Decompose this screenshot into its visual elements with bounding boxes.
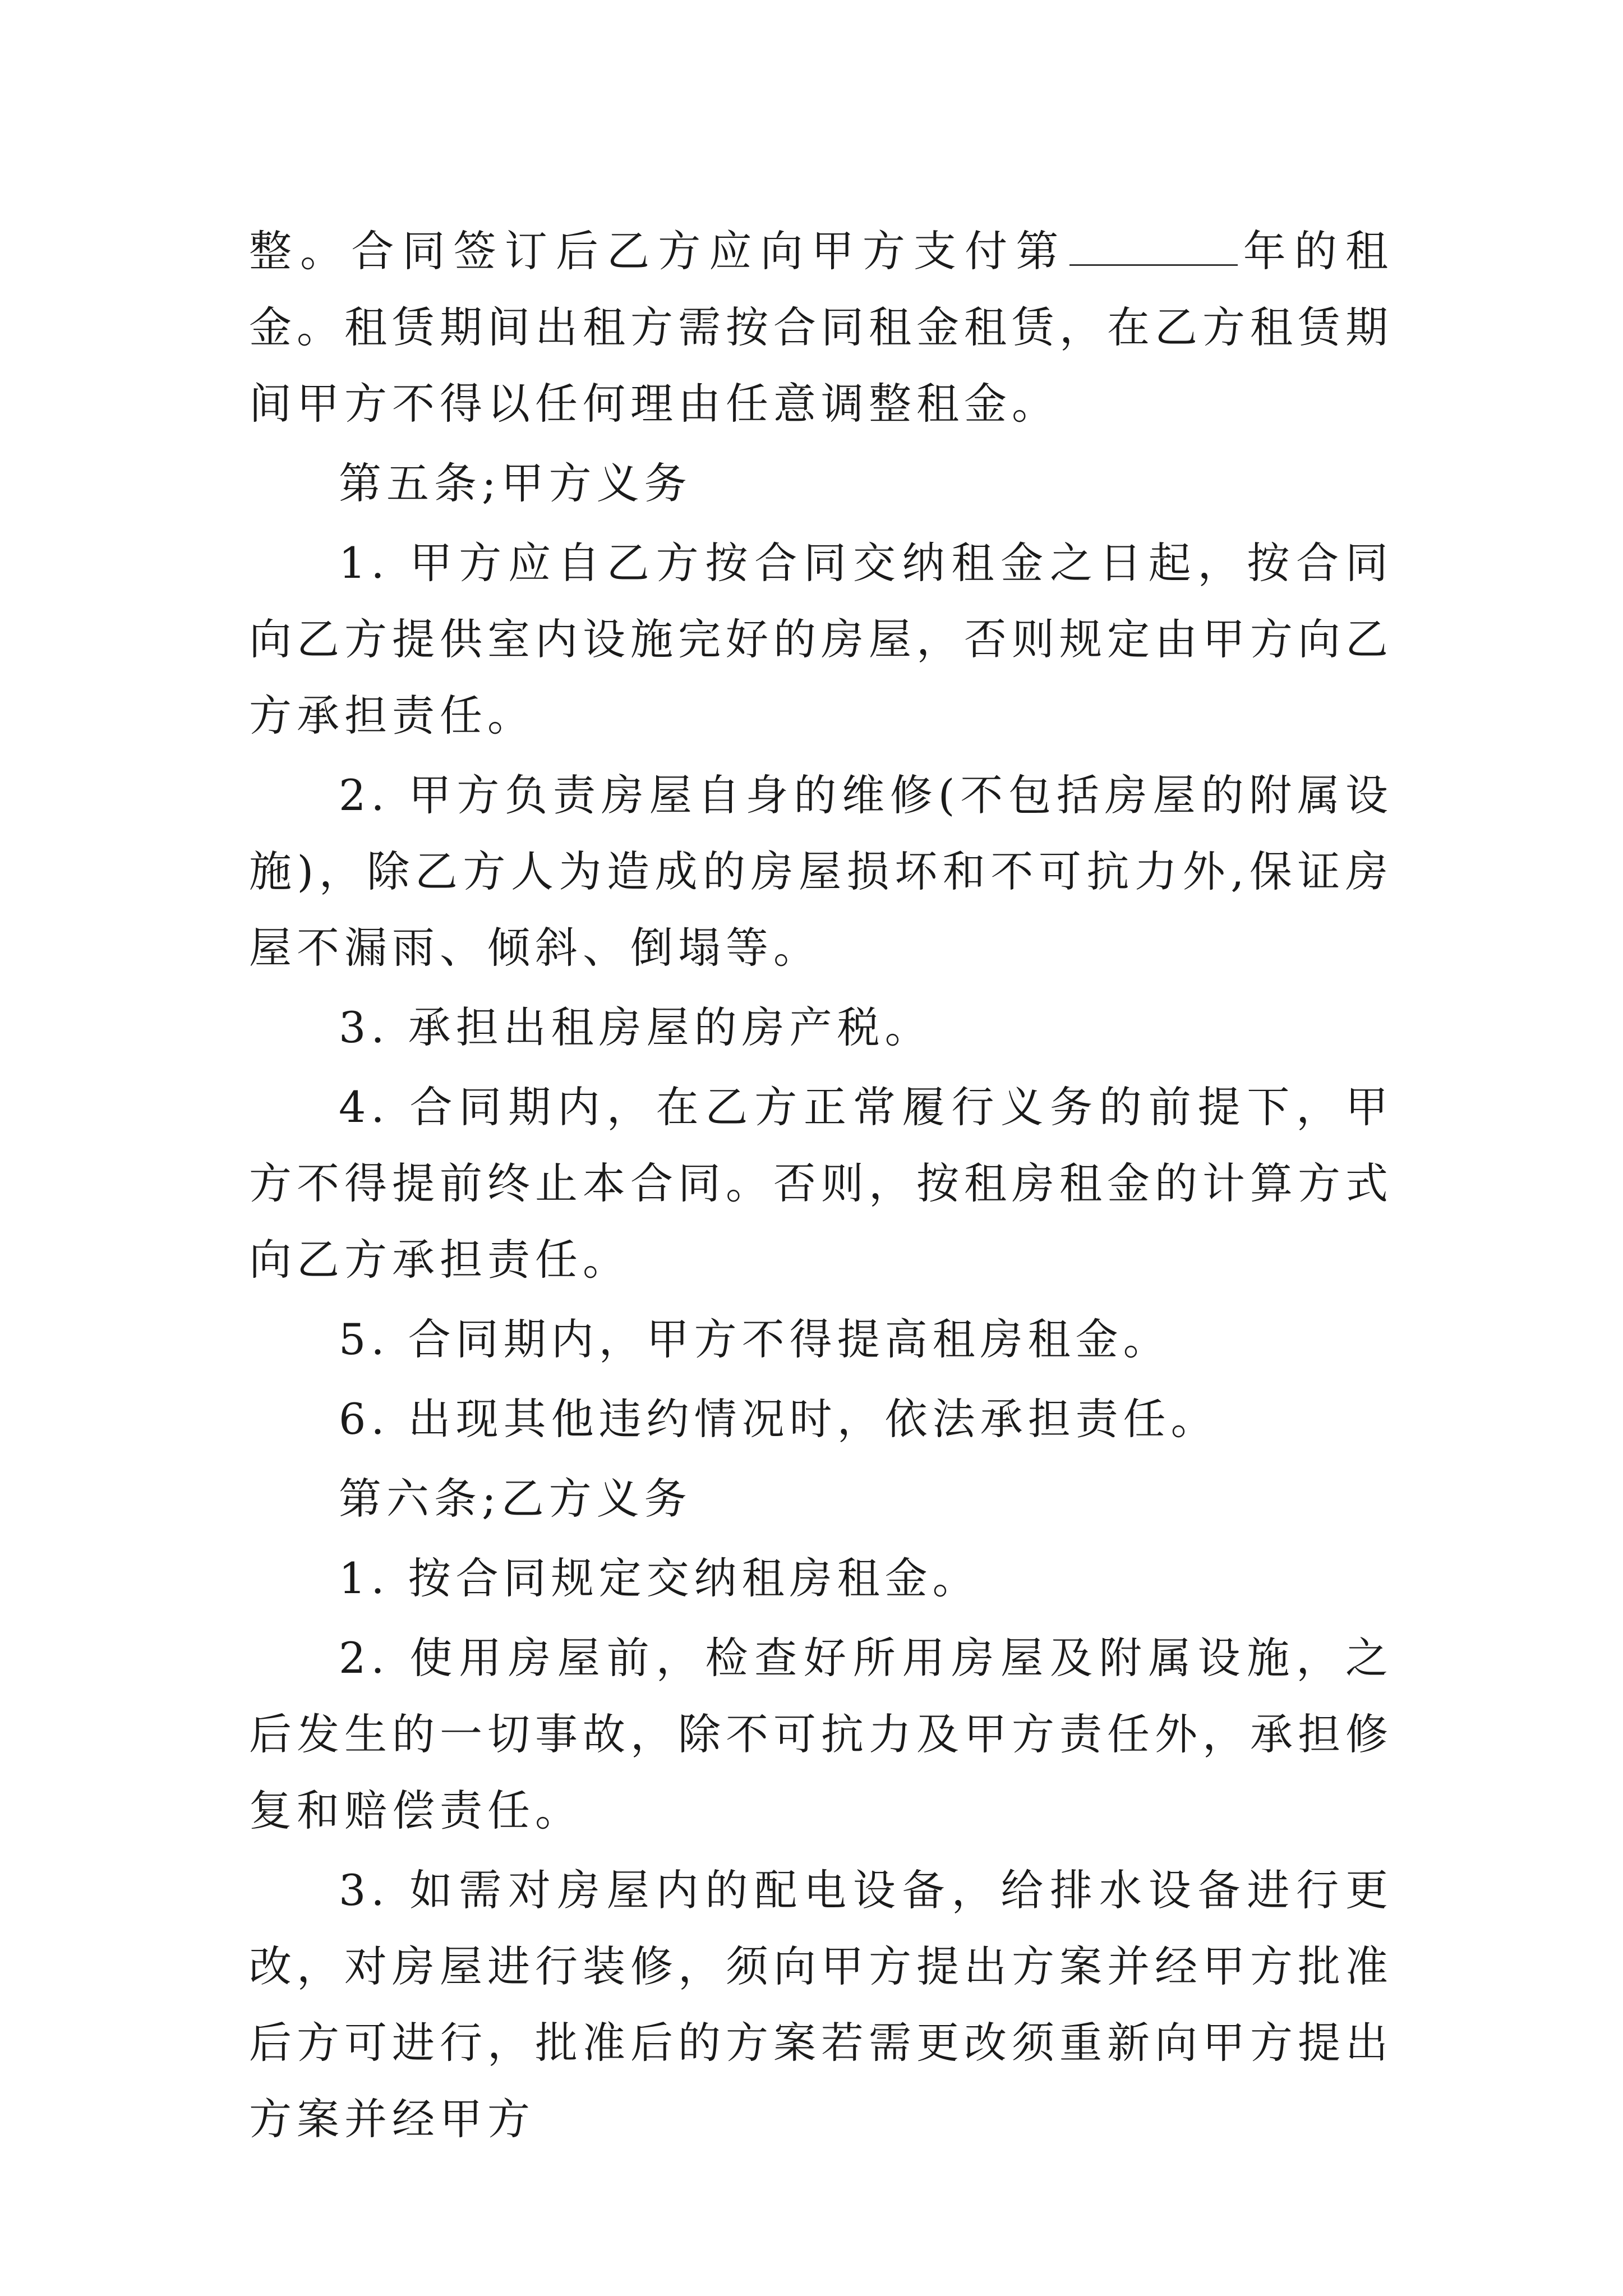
article-5-item-5: 5. 合同期内，甲方不得提高租房租金。	[339, 1314, 1171, 1364]
paragraph-rent-payment	[249, 213, 1393, 442]
article-5-item-2: 2. 甲方负责房屋自身的维修(不包括房屋的附属设施)，除乙方人为造成的房屋损坏和不可抗力外,保证房屋不漏雨、倾斜、倒塌等。	[249, 770, 1393, 973]
article-5-item-4: 4. 合同期内，在乙方正常履行义务的前提下，甲方不得提前终止本合同。否则，按租房租金的计算方式向乙方承担责任。	[249, 1082, 1393, 1285]
paragraph-text-after-blank: 年的租金。租赁期间出租方需按合同租金租赁，在乙方租赁期间甲方不得以任何理由任意调整租金。	[249, 226, 1394, 429]
contract-body	[249, 213, 1393, 2157]
article-5-item-1: 1. 甲方应自乙方按合同交纳租金之日起，按合同向乙方提供室内设施完好的房屋，否则规定由甲方向乙方承担责任。	[249, 538, 1393, 740]
fill-in-blank-year[interactable]	[1069, 231, 1238, 266]
paragraph-text-before-blank: 整。合同签订后乙方应向甲方支付第	[249, 226, 1067, 276]
article-5-item-6: 6. 出现其他违约情况时，依法承担责任。	[339, 1394, 1219, 1444]
article-6-heading: 第六条;乙方义务	[339, 1474, 692, 1524]
article-6-item-2: 2. 使用房屋前，检查好所用房屋及附属设施，之后发生的一切事故，除不可抗力及甲方责任外，承担修复和赔偿责任。	[249, 1633, 1393, 1835]
article-6-item-1: 1. 按合同规定交纳租房租金。	[339, 1553, 980, 1603]
article-6-item-3: 3. 如需对房屋内的配电设备，给排水设备进行更改，对房屋进行装修，须向甲方提出方案并经甲方批准后方可进行，批准后的方案若需更改须重新向甲方提出方案并经甲方	[249, 1865, 1393, 2144]
article-5-heading: 第五条;甲方义务	[339, 458, 692, 508]
article-5-item-3: 3. 承担出租房屋的房产税。	[339, 1002, 933, 1052]
